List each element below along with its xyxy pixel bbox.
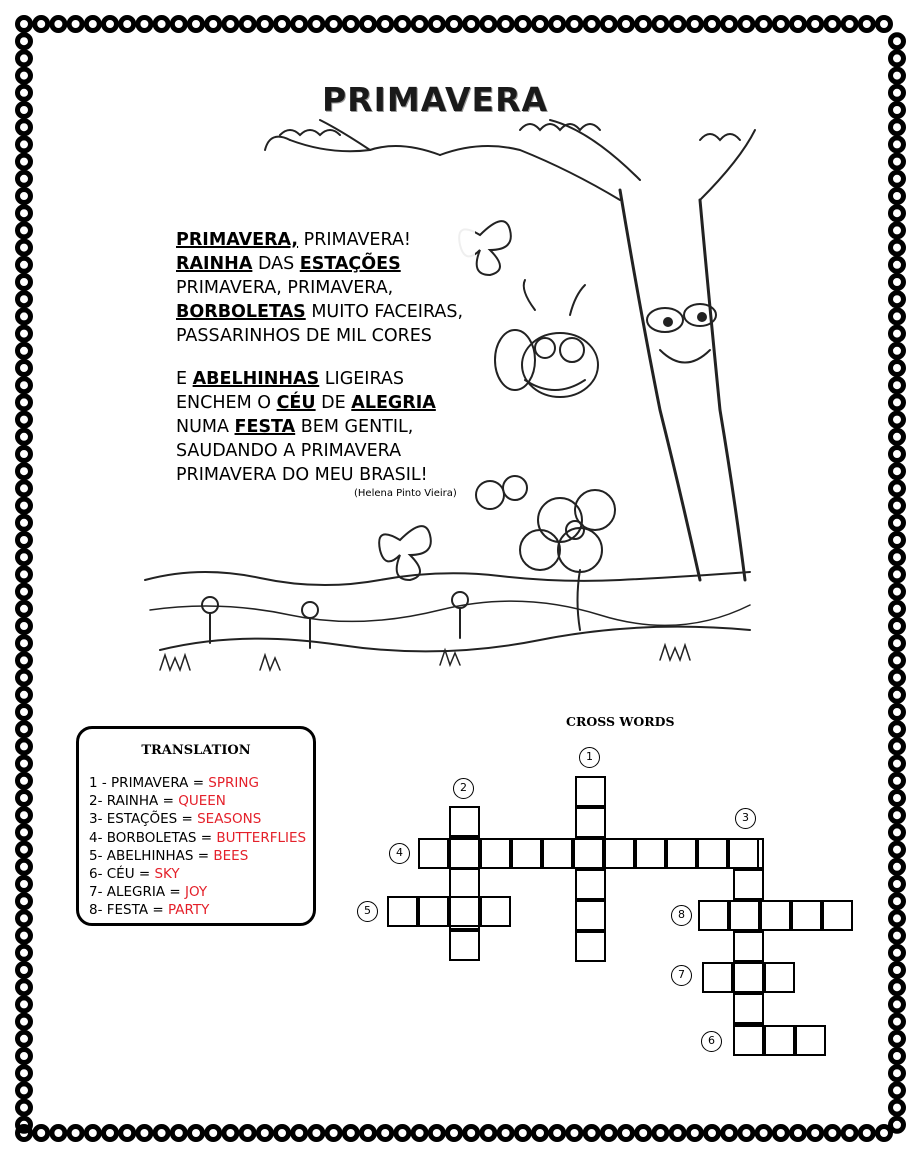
chain-link xyxy=(891,671,904,684)
chain-link xyxy=(396,18,409,31)
chain-link xyxy=(18,516,31,529)
chain-link xyxy=(516,18,529,31)
chain-link xyxy=(568,18,581,31)
clue-number-1: 1 xyxy=(579,747,600,768)
chain-link xyxy=(891,860,904,873)
chain-link xyxy=(602,1127,615,1140)
chain-link xyxy=(891,981,904,994)
chain-link xyxy=(891,327,904,340)
chain-link xyxy=(792,1127,805,1140)
translation-row: 7- ALEGRIA = JOY xyxy=(89,884,208,901)
crossword-title: CROSS WORDS xyxy=(566,714,675,729)
chain-link xyxy=(344,1127,357,1140)
chain-link xyxy=(891,430,904,443)
chain-link xyxy=(18,52,31,65)
translation-box xyxy=(76,726,316,926)
chain-link xyxy=(891,1032,904,1045)
crossword-cell[interactable] xyxy=(575,931,606,962)
chain-link xyxy=(327,18,340,31)
chain-link xyxy=(18,551,31,564)
chain-link xyxy=(104,1127,117,1140)
chain-link xyxy=(620,1127,633,1140)
chain-link xyxy=(18,964,31,977)
chain-link xyxy=(293,1127,306,1140)
translation-list xyxy=(89,774,306,920)
crossword-cell[interactable] xyxy=(575,900,606,931)
chain-link xyxy=(258,1127,271,1140)
chain-link xyxy=(809,1127,822,1140)
crossword-cell[interactable] xyxy=(449,896,480,927)
chain-link xyxy=(18,723,31,736)
chain-link xyxy=(891,52,904,65)
chain-link xyxy=(18,18,31,31)
chain-link xyxy=(723,1127,736,1140)
crossword-cell[interactable] xyxy=(418,896,449,927)
chain-link xyxy=(241,1127,254,1140)
chain-link xyxy=(224,18,237,31)
chain-link xyxy=(18,1067,31,1080)
chain-link xyxy=(671,18,684,31)
chain-link xyxy=(430,1127,443,1140)
chain-link xyxy=(121,18,134,31)
chain-link xyxy=(362,18,375,31)
chain-link xyxy=(826,1127,839,1140)
crossword-cell[interactable] xyxy=(575,869,606,900)
chain-link xyxy=(891,774,904,787)
chain-link xyxy=(18,929,31,942)
chain-link xyxy=(637,18,650,31)
crossword-cell[interactable] xyxy=(666,838,697,869)
translation-row: 2- RAINHA = QUEEN xyxy=(89,793,226,810)
crossword-cell[interactable] xyxy=(542,838,573,869)
chain-link xyxy=(18,912,31,925)
chain-link xyxy=(891,344,904,357)
chain-link xyxy=(18,69,31,82)
chain-link xyxy=(891,516,904,529)
crossword-cell[interactable] xyxy=(729,900,760,931)
poem: PRIMAVERA, PRIMAVERA! RAINHA DAS ESTAÇÕES PRIMAVERA, PRIMAVERA, BORBOLETAS MUITO FACEIRAS, PASSARINHOS DE MIL CORES E ABELHINHAS LIGEIRAS ENCHEM O CÉU DE ALEGRIA NUMA FESTA BEM GENTIL, SAUDANDO A PRIMAVERA PRIMAVERA DO MEU BRASIL! xyxy=(176,230,464,485)
chain-link xyxy=(499,18,512,31)
chain-link xyxy=(138,18,151,31)
chain-link xyxy=(585,18,598,31)
clue-number-8: 8 xyxy=(671,905,692,926)
crossword-cell[interactable] xyxy=(791,900,822,931)
chain-link xyxy=(18,654,31,667)
chain-link xyxy=(891,69,904,82)
chain-link xyxy=(891,396,904,409)
chain-link xyxy=(891,121,904,134)
crossword-cell[interactable] xyxy=(728,838,759,869)
chain-link xyxy=(891,1067,904,1080)
chain-link xyxy=(671,1127,684,1140)
chain-link xyxy=(86,1127,99,1140)
chain-link xyxy=(891,362,904,375)
chain-link xyxy=(860,1127,873,1140)
chain-link xyxy=(18,878,31,891)
chain-link xyxy=(18,688,31,701)
crossword-cell[interactable] xyxy=(575,776,606,807)
chain-link xyxy=(809,18,822,31)
chain-link xyxy=(878,18,891,31)
chain-link xyxy=(891,826,904,839)
chain-link xyxy=(18,534,31,547)
chain-link xyxy=(18,740,31,753)
chain-link xyxy=(891,293,904,306)
chain-link xyxy=(516,1127,529,1140)
chain-link xyxy=(891,792,904,805)
crossword-cell[interactable] xyxy=(635,838,666,869)
chain-link xyxy=(18,998,31,1011)
chain-link xyxy=(310,1127,323,1140)
chain-link xyxy=(551,1127,564,1140)
chain-link xyxy=(654,18,667,31)
crossword-cell[interactable] xyxy=(449,806,480,837)
chain-link xyxy=(18,1084,31,1097)
chain-link xyxy=(18,946,31,959)
chain-link xyxy=(18,379,31,392)
translation-row: 8- FESTA = PARTY xyxy=(89,902,210,919)
chain-link xyxy=(774,1127,787,1140)
chain-link xyxy=(891,602,904,615)
chain-link xyxy=(18,482,31,495)
chain-link xyxy=(18,155,31,168)
chain-link xyxy=(860,18,873,31)
chain-link xyxy=(344,18,357,31)
translation-row: 3- ESTAÇÕES = SEASONS xyxy=(89,811,262,828)
chain-link xyxy=(891,413,904,426)
chain-link xyxy=(430,18,443,31)
clue-number-5: 5 xyxy=(357,901,378,922)
chain-link xyxy=(792,18,805,31)
chain-link xyxy=(891,964,904,977)
chain-link xyxy=(18,190,31,203)
chain-link xyxy=(18,465,31,478)
chain-link xyxy=(891,568,904,581)
chain-link xyxy=(891,1084,904,1097)
chain-link xyxy=(69,1127,82,1140)
chain-link xyxy=(465,18,478,31)
chain-link xyxy=(18,637,31,650)
chain-link xyxy=(891,465,904,478)
chain-link xyxy=(878,1127,891,1140)
chain-link xyxy=(891,620,904,633)
crossword-cell[interactable] xyxy=(449,930,480,961)
chain-link xyxy=(891,276,904,289)
chain-link xyxy=(18,276,31,289)
chain-link xyxy=(891,757,904,770)
chain-link xyxy=(654,1127,667,1140)
chain-link xyxy=(534,1127,547,1140)
crossword-cell[interactable] xyxy=(764,962,795,993)
chain-link xyxy=(190,18,203,31)
chain-link xyxy=(190,1127,203,1140)
clue-number-7: 7 xyxy=(671,965,692,986)
chain-link xyxy=(891,723,904,736)
chain-link xyxy=(207,18,220,31)
translation-row: 5- ABELHINHAS = BEES xyxy=(89,847,249,864)
chain-link xyxy=(18,138,31,151)
chain-link xyxy=(891,895,904,908)
chain-link xyxy=(891,946,904,959)
chain-link xyxy=(18,792,31,805)
chain-link xyxy=(18,396,31,409)
crossword-cell[interactable] xyxy=(480,896,511,927)
chain-link xyxy=(241,18,254,31)
crossword-cell[interactable] xyxy=(760,900,791,931)
chain-link xyxy=(155,1127,168,1140)
poem-author: (Helena Pinto Vieira) xyxy=(354,488,457,499)
chain-link xyxy=(891,843,904,856)
clue-number-2: 2 xyxy=(453,778,474,799)
chain-link xyxy=(891,809,904,822)
crossword-cell[interactable] xyxy=(733,931,764,962)
chain-link xyxy=(18,344,31,357)
chain-link xyxy=(18,241,31,254)
chain-link xyxy=(499,1127,512,1140)
chain-link xyxy=(18,448,31,461)
chain-link xyxy=(534,18,547,31)
chain-link xyxy=(891,1101,904,1114)
chain-link xyxy=(18,895,31,908)
chain-link xyxy=(891,688,904,701)
crossword-cell[interactable] xyxy=(387,896,418,927)
chain-link xyxy=(172,1127,185,1140)
chain-link xyxy=(826,18,839,31)
chain-link xyxy=(18,258,31,271)
chain-link xyxy=(18,860,31,873)
chain-link xyxy=(18,826,31,839)
chain-link xyxy=(138,1127,151,1140)
chain-link xyxy=(688,18,701,31)
chain-link xyxy=(891,878,904,891)
chain-link xyxy=(310,18,323,31)
chain-link xyxy=(891,448,904,461)
chain-link xyxy=(448,18,461,31)
chain-link xyxy=(637,1127,650,1140)
chain-link xyxy=(448,1127,461,1140)
chain-link xyxy=(891,654,904,667)
crossword-cell[interactable] xyxy=(764,1025,795,1056)
crossword-cell[interactable] xyxy=(449,868,480,899)
chain-link xyxy=(18,121,31,134)
crossword-cell[interactable] xyxy=(418,838,449,869)
chain-link xyxy=(891,1015,904,1028)
clue-number-4: 4 xyxy=(389,843,410,864)
chain-link xyxy=(396,1127,409,1140)
chain-link xyxy=(18,362,31,375)
chain-link xyxy=(18,430,31,443)
chain-link xyxy=(121,1127,134,1140)
chain-link xyxy=(843,1127,856,1140)
chain-link xyxy=(18,310,31,323)
chain-link xyxy=(891,207,904,220)
chain-link xyxy=(688,1127,701,1140)
chain-link xyxy=(155,18,168,31)
chain-link xyxy=(18,35,31,48)
chain-link xyxy=(891,104,904,117)
chain-link xyxy=(891,310,904,323)
chain-link xyxy=(379,18,392,31)
chain-link xyxy=(18,86,31,99)
chain-link xyxy=(104,18,117,31)
chain-link xyxy=(18,671,31,684)
chain-link xyxy=(891,740,904,753)
chain-link xyxy=(706,18,719,31)
chain-link xyxy=(891,534,904,547)
page-title: PRIMAVERA xyxy=(322,80,549,119)
chain-link xyxy=(891,585,904,598)
crossword-cell[interactable] xyxy=(733,1025,764,1056)
chain-link xyxy=(86,18,99,31)
chain-link xyxy=(18,207,31,220)
chain-link xyxy=(551,18,564,31)
chain-link xyxy=(620,18,633,31)
chain-link xyxy=(482,18,495,31)
chain-link xyxy=(891,998,904,1011)
chain-link xyxy=(891,258,904,271)
chain-link xyxy=(362,1127,375,1140)
clue-number-3: 3 xyxy=(735,808,756,829)
chain-link xyxy=(18,843,31,856)
chain-link xyxy=(35,1127,48,1140)
chain-link xyxy=(18,568,31,581)
chain-link xyxy=(891,551,904,564)
chain-link xyxy=(18,172,31,185)
crossword-cell[interactable] xyxy=(733,869,764,900)
chain-link xyxy=(891,1118,904,1131)
chain-link xyxy=(706,1127,719,1140)
crossword-cell[interactable] xyxy=(604,838,635,869)
chain-link xyxy=(723,18,736,31)
chain-link xyxy=(52,1127,65,1140)
crossword-cell[interactable] xyxy=(795,1025,826,1056)
chain-link xyxy=(18,224,31,237)
crossword-cell[interactable] xyxy=(449,838,480,869)
chain-link xyxy=(757,1127,770,1140)
chain-link xyxy=(224,1127,237,1140)
chain-link xyxy=(18,1101,31,1114)
chain-link xyxy=(891,224,904,237)
chain-link xyxy=(891,155,904,168)
chain-link xyxy=(740,18,753,31)
chain-link xyxy=(891,929,904,942)
crossword-cell[interactable] xyxy=(733,962,764,993)
chain-link xyxy=(891,379,904,392)
chain-link xyxy=(18,327,31,340)
chain-link xyxy=(18,585,31,598)
chain-link xyxy=(258,18,271,31)
chain-link xyxy=(774,18,787,31)
chain-link xyxy=(891,1050,904,1063)
translation-row: 4- BORBOLETAS = BUTTERFLIES xyxy=(89,829,307,846)
chain-link xyxy=(568,1127,581,1140)
chain-link xyxy=(18,774,31,787)
chain-link xyxy=(379,1127,392,1140)
chain-link xyxy=(69,18,82,31)
chain-link xyxy=(18,1015,31,1028)
chain-link xyxy=(740,1127,753,1140)
chain-link xyxy=(18,981,31,994)
crossword-cell[interactable] xyxy=(480,838,511,869)
chain-link xyxy=(35,18,48,31)
chain-link xyxy=(172,18,185,31)
chain-link xyxy=(18,104,31,117)
chain-link xyxy=(465,1127,478,1140)
chain-link xyxy=(843,18,856,31)
chain-link xyxy=(891,482,904,495)
chain-link xyxy=(18,809,31,822)
crossword-cell[interactable] xyxy=(702,962,733,993)
chain-link xyxy=(413,1127,426,1140)
chain-link xyxy=(891,912,904,925)
chain-link xyxy=(18,1032,31,1045)
crossword-cell[interactable] xyxy=(733,993,764,1024)
chain-link xyxy=(18,1050,31,1063)
crossword-cell[interactable] xyxy=(573,838,604,869)
crossword-cell[interactable] xyxy=(697,838,728,869)
chain-link xyxy=(891,706,904,719)
crossword-cell[interactable] xyxy=(575,807,606,838)
chain-link xyxy=(207,1127,220,1140)
chain-link xyxy=(18,706,31,719)
chain-link xyxy=(891,637,904,650)
translation-title: TRANSLATION xyxy=(141,743,251,758)
chain-link xyxy=(891,35,904,48)
chain-link xyxy=(891,138,904,151)
chain-link xyxy=(413,18,426,31)
chain-link xyxy=(18,757,31,770)
translation-row: 1 - PRIMAVERA = SPRING xyxy=(89,775,259,791)
chain-link xyxy=(585,1127,598,1140)
chain-link xyxy=(891,190,904,203)
chain-link xyxy=(293,18,306,31)
chain-link xyxy=(18,499,31,512)
chain-link xyxy=(891,172,904,185)
chain-link xyxy=(276,18,289,31)
crossword-cell[interactable] xyxy=(698,900,729,931)
chain-link xyxy=(891,86,904,99)
translation-row: 6- CÉU = SKY xyxy=(89,866,180,883)
chain-link xyxy=(18,413,31,426)
chain-link xyxy=(891,499,904,512)
chain-link xyxy=(18,293,31,306)
chain-link xyxy=(891,241,904,254)
crossword-cell[interactable] xyxy=(511,838,542,869)
chain-link xyxy=(602,18,615,31)
chain-link xyxy=(276,1127,289,1140)
chain-link xyxy=(52,18,65,31)
chain-link xyxy=(482,1127,495,1140)
clue-number-6: 6 xyxy=(701,1031,722,1052)
chain-link xyxy=(18,602,31,615)
chain-link xyxy=(18,620,31,633)
crossword-cell[interactable] xyxy=(822,900,853,931)
chain-link xyxy=(757,18,770,31)
chain-link xyxy=(327,1127,340,1140)
